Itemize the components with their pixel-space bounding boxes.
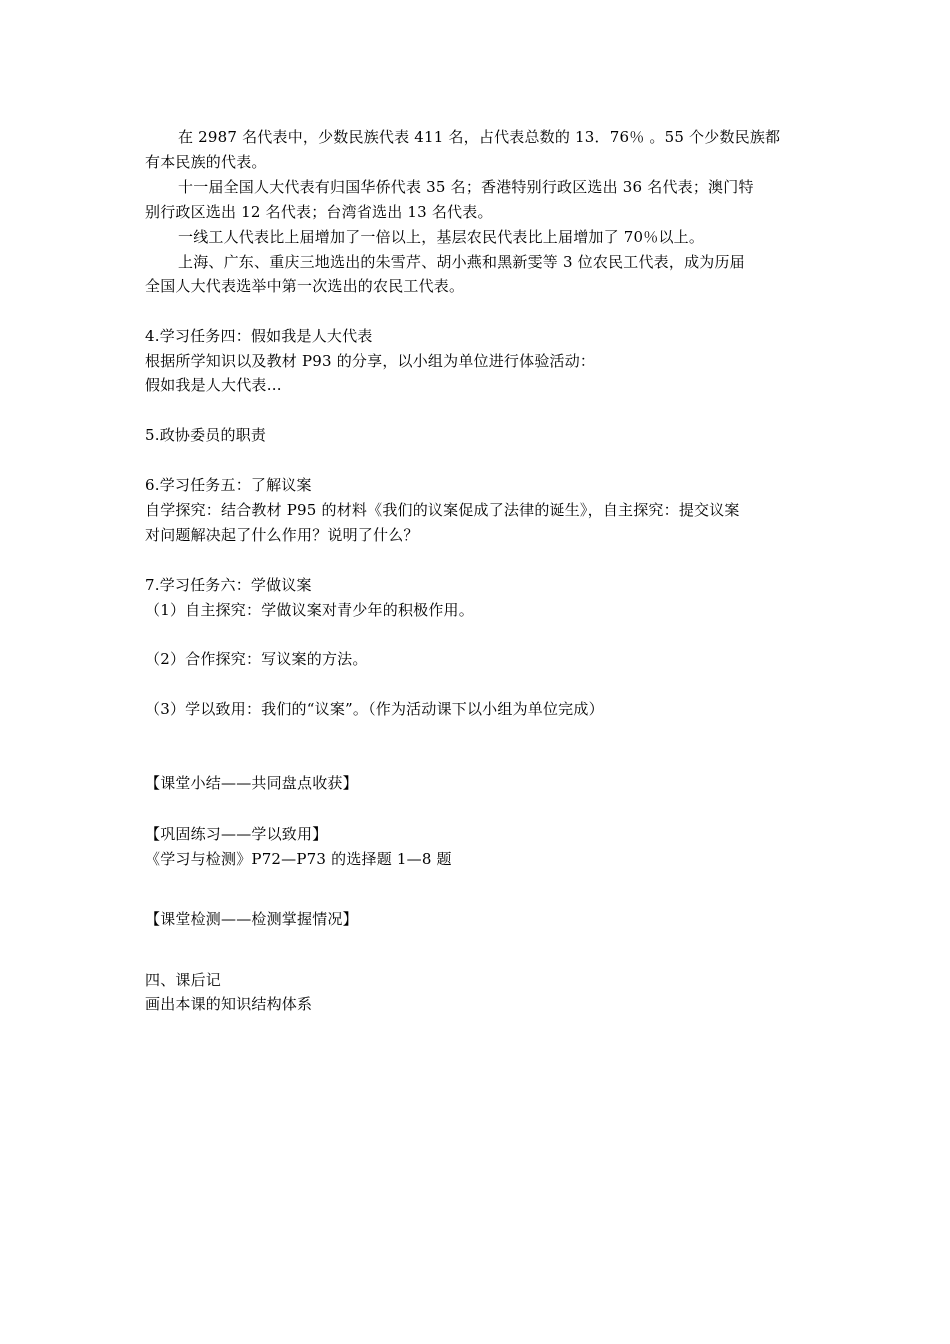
stats-paragraph-1-line-2: 有本民族的代表。 [145,153,267,171]
stats-paragraph-3: 一线工人代表比上届增加了一倍以上，基层农民代表比上届增加了 70％以上。 [178,228,705,246]
task5-line-1: 自学探究：结合教材 P95 的材料《我们的议案促成了法律的诞生》，自主探究：提交议案 [145,501,740,519]
task6-heading: 7.学习任务六：学做议案 [145,576,312,594]
check-heading: 【课堂检测——检测掌握情况】 [145,910,358,928]
stats-paragraph-1-line-1: 在 2987 名代表中，少数民族代表 411 名，占代表总数的 13．76％ 。55 个少数民族都 [178,128,781,146]
afterclass-heading: 四、课后记 [145,971,222,989]
task5-line-2: 对问题解决起了什么作用？说明了什么？ [145,526,419,544]
stats-paragraph-2-line-1: 十一届全国人大代表有归国华侨代表 35 名；香港特别行政区选出 36 名代表；澳门特 [178,178,754,196]
stats-paragraph-4-line-2: 全国人大代表选举中第一次选出的农民工代表。 [145,277,465,295]
afterclass-line-1: 画出本课的知识结构体系 [145,995,313,1013]
task4-heading: 4.学习任务四：假如我是人大代表 [145,327,373,345]
stats-paragraph-2-line-2: 别行政区选出 12 名代表；台湾省选出 13 名代表。 [145,203,493,221]
summary-heading: 【课堂小结——共同盘点收获】 [145,774,358,792]
task6-sub-3: （3）学以致用：我们的“议案”。（作为活动课下以小组为单位完成） [145,700,604,718]
practice-line-1: 《学习与检测》P72—P73 的选择题 1—8 题 [145,850,452,868]
task6-sub-1: （1）自主探究：学做议案对青少年的积极作用。 [145,601,474,619]
practice-heading: 【巩固练习——学以致用】 [145,825,328,843]
task5-heading: 6.学习任务五：了解议案 [145,476,312,494]
task4-instruction: 根据所学知识以及教材 P93 的分享，以小组为单位进行体验活动： [145,352,596,370]
task6-sub-2: （2）合作探究：写议案的方法。 [145,650,368,668]
task4-prompt: 假如我是人大代表… [145,376,282,394]
item5-heading: 5.政协委员的职责 [145,426,267,444]
stats-paragraph-4-line-1: 上海、广东、重庆三地选出的朱雪芹、胡小燕和黑新雯等 3 位农民工代表，成为历届 [178,253,745,271]
